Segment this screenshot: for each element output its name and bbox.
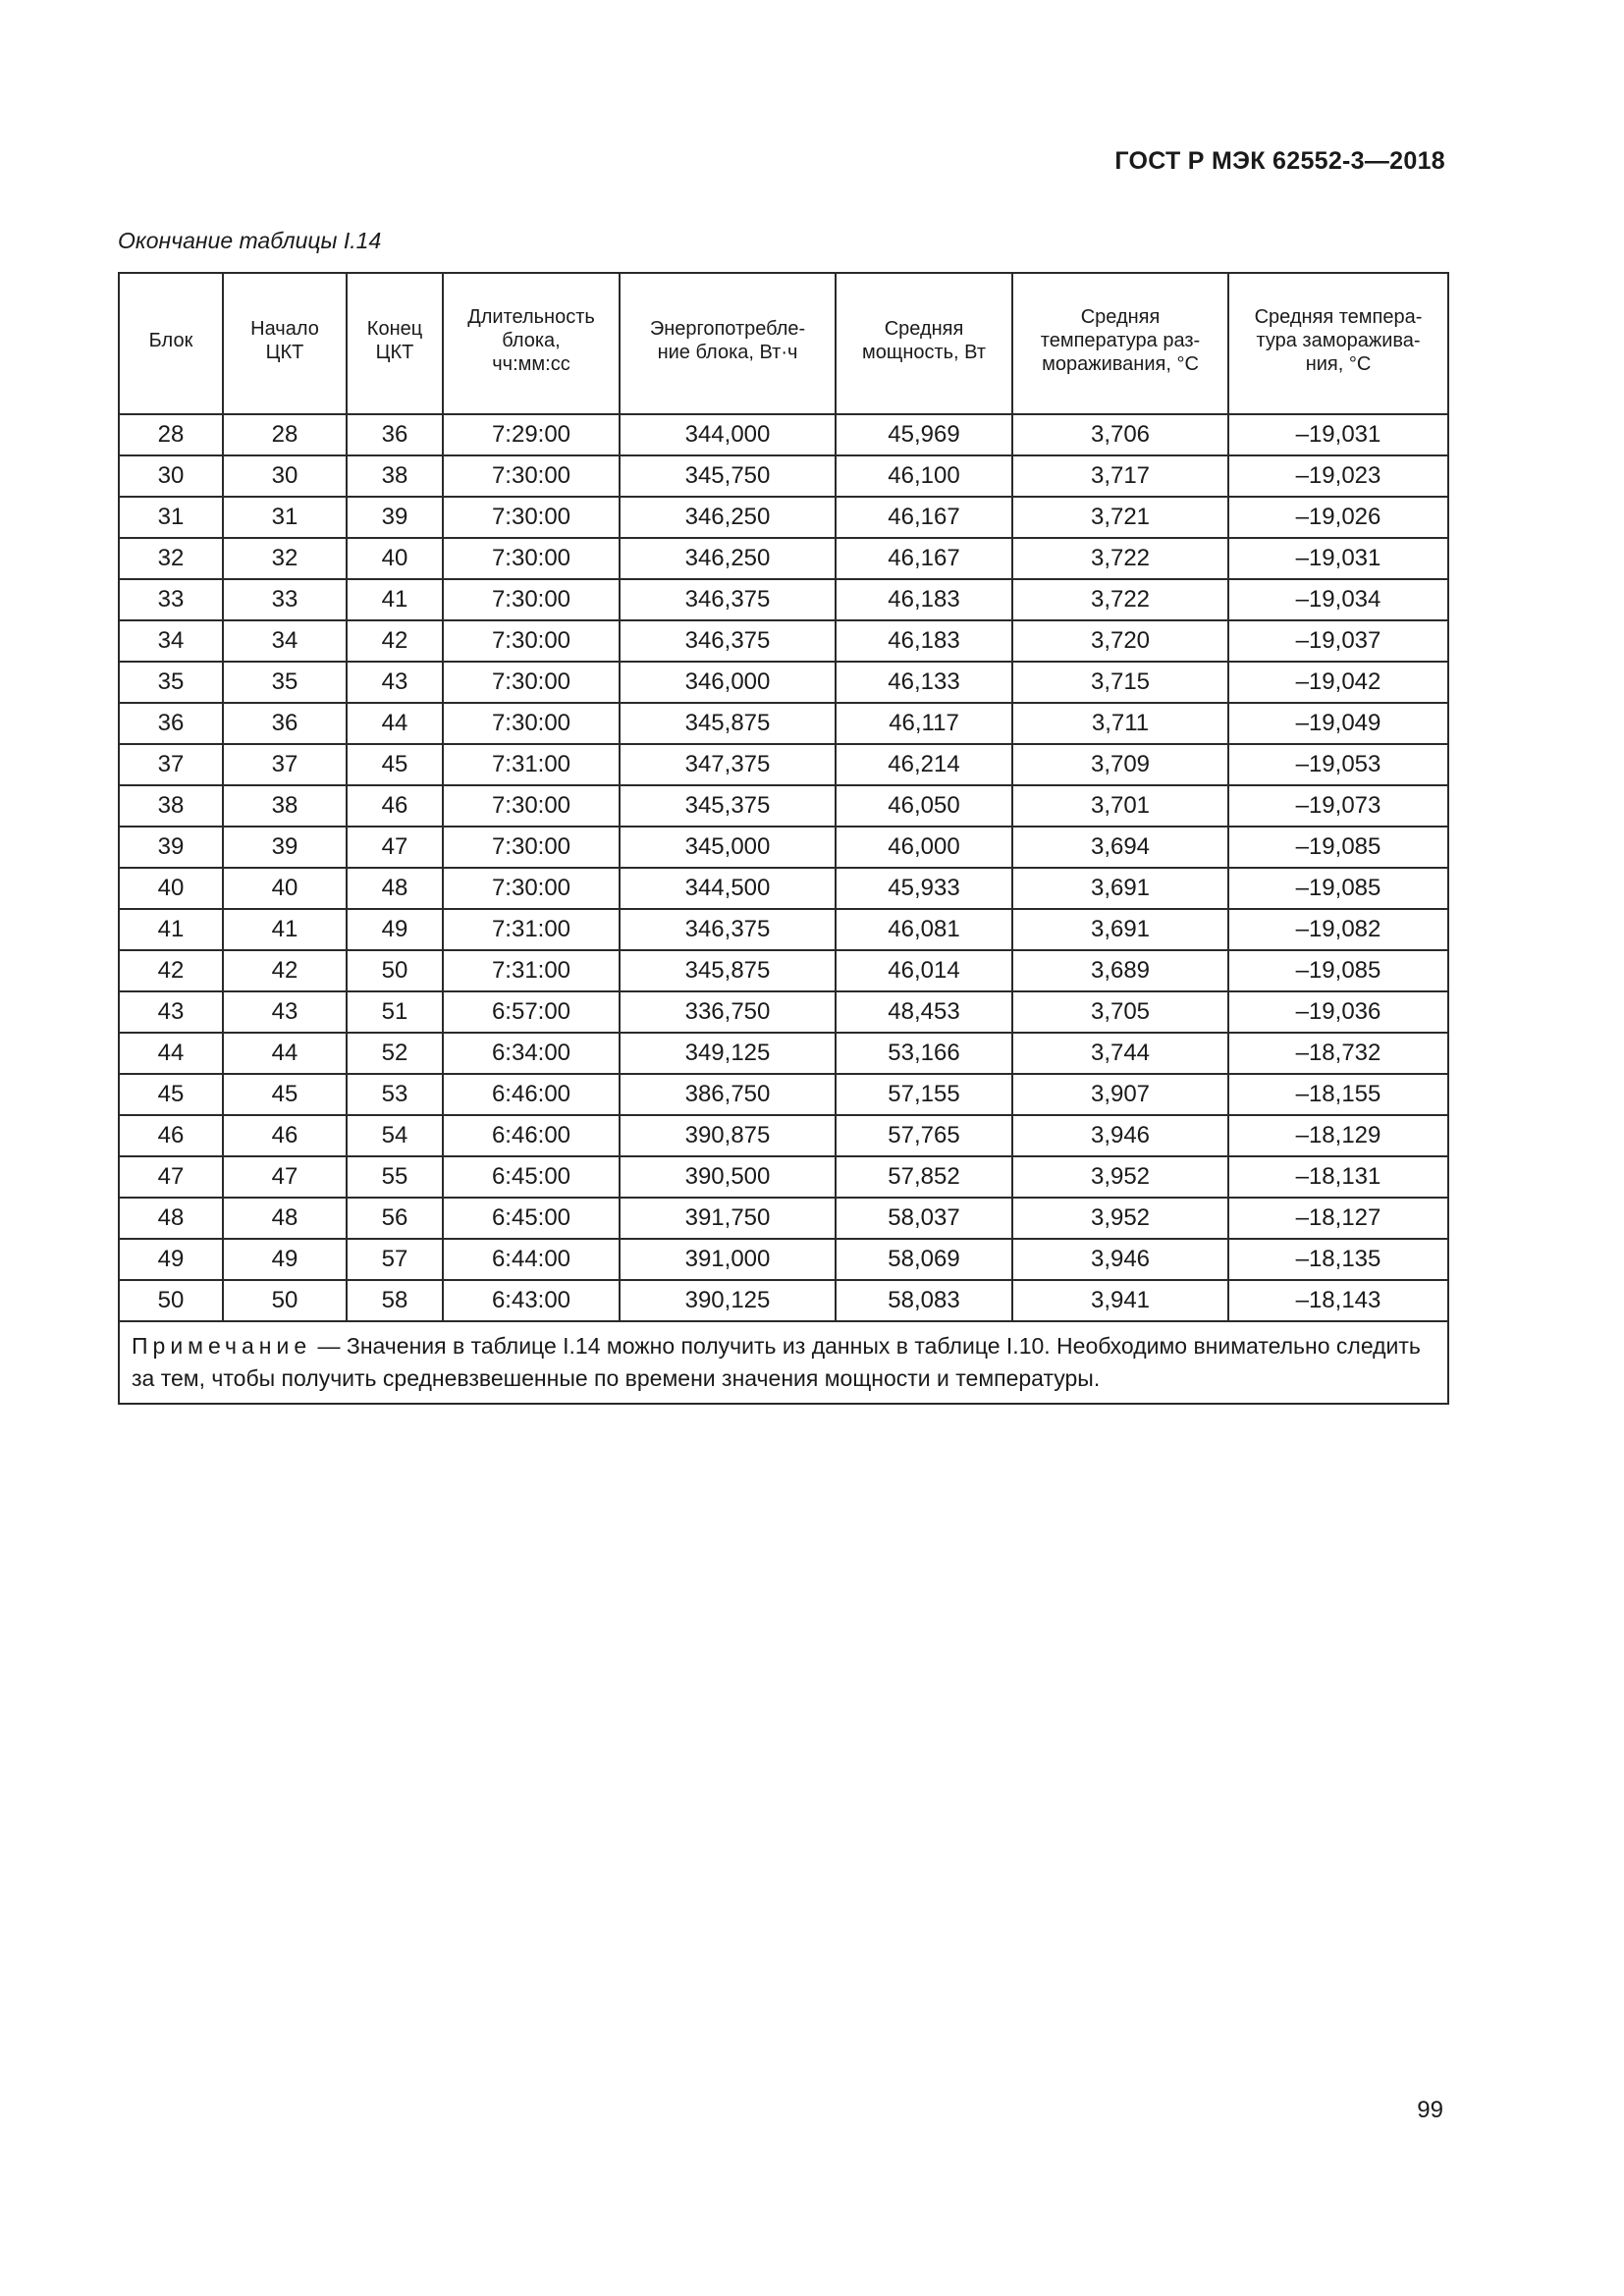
table-cell: 57,765 (836, 1115, 1012, 1156)
table-cell: 28 (119, 414, 223, 455)
table-cell: 3,952 (1012, 1198, 1228, 1239)
table-cell: 3,907 (1012, 1074, 1228, 1115)
gap-cell (620, 407, 836, 414)
table-cell: 346,000 (620, 662, 836, 703)
table-cell: 47 (119, 1156, 223, 1198)
table-cell: 50 (223, 1280, 347, 1321)
table-cell: 33 (223, 579, 347, 620)
table-cell: 43 (347, 662, 443, 703)
table-cell: –19,031 (1228, 414, 1448, 455)
column-header (1228, 273, 1448, 407)
table-cell: 40 (347, 538, 443, 579)
table-cell: 46,183 (836, 579, 1012, 620)
table-cell: 6:46:00 (443, 1074, 620, 1115)
column-header-line: Блок (148, 330, 193, 351)
table-cell: –18,127 (1228, 1198, 1448, 1239)
column-header (620, 273, 836, 407)
table-cell: 386,750 (620, 1074, 836, 1115)
table-cell: 45 (119, 1074, 223, 1115)
table-cell: –19,085 (1228, 827, 1448, 868)
table-cell: 46 (223, 1115, 347, 1156)
table-cell: 57,852 (836, 1156, 1012, 1198)
column-header-line: ние блока, Вт·ч (657, 342, 798, 363)
table-cell: 7:30:00 (443, 538, 620, 579)
table-row (119, 1156, 1448, 1198)
table-cell: 6:43:00 (443, 1280, 620, 1321)
column-header (443, 273, 620, 407)
table-cell: 7:30:00 (443, 620, 620, 662)
table-cell: 38 (223, 785, 347, 827)
table-cell: 390,500 (620, 1156, 836, 1198)
table-cell: 28 (223, 414, 347, 455)
table-cell: 7:30:00 (443, 868, 620, 909)
table-cell: 37 (119, 744, 223, 785)
table-cell: –19,023 (1228, 455, 1448, 497)
table-cell: 54 (347, 1115, 443, 1156)
table-note (119, 1321, 1448, 1404)
table-cell: 36 (347, 414, 443, 455)
table-cell: 6:45:00 (443, 1198, 620, 1239)
table-row (119, 868, 1448, 909)
table-cell: 45,969 (836, 414, 1012, 455)
table-cell: 3,717 (1012, 455, 1228, 497)
table-row (119, 455, 1448, 497)
table-cell: 390,125 (620, 1280, 836, 1321)
column-header (223, 273, 347, 407)
table-header-row (119, 273, 1448, 407)
column-header-line: Длительность (467, 306, 595, 328)
table-cell: 345,375 (620, 785, 836, 827)
table-cell: –19,037 (1228, 620, 1448, 662)
table-cell: 347,375 (620, 744, 836, 785)
table-cell: –18,732 (1228, 1033, 1448, 1074)
table-cell: 35 (223, 662, 347, 703)
table-cell: 46,000 (836, 827, 1012, 868)
table-cell: 36 (223, 703, 347, 744)
table-cell: –18,143 (1228, 1280, 1448, 1321)
table-cell: 346,375 (620, 579, 836, 620)
table-row (119, 1280, 1448, 1321)
table-cell: 7:30:00 (443, 579, 620, 620)
table-cell: 48 (223, 1198, 347, 1239)
table-cell: 3,720 (1012, 620, 1228, 662)
table-row (119, 785, 1448, 827)
table-cell: 40 (119, 868, 223, 909)
table-row (119, 1198, 1448, 1239)
table-cell: 32 (119, 538, 223, 579)
table-cell: 3,721 (1012, 497, 1228, 538)
table-cell: 3,946 (1012, 1115, 1228, 1156)
table-cell: 7:29:00 (443, 414, 620, 455)
column-header (836, 273, 1012, 407)
table-cell: 390,875 (620, 1115, 836, 1156)
table-cell: –19,053 (1228, 744, 1448, 785)
table-cell: 44 (223, 1033, 347, 1074)
table-cell: 7:31:00 (443, 744, 620, 785)
table-cell: 31 (223, 497, 347, 538)
column-header-line: Средняя темпера- (1254, 306, 1423, 328)
table-cell: 346,250 (620, 497, 836, 538)
table-cell: 42 (347, 620, 443, 662)
page-number: 99 (1417, 2097, 1443, 2123)
table-cell: 391,750 (620, 1198, 836, 1239)
table-cell: 3,705 (1012, 991, 1228, 1033)
table-cell: –18,155 (1228, 1074, 1448, 1115)
table-cell: 57 (347, 1239, 443, 1280)
table-row (119, 703, 1448, 744)
column-header (347, 273, 443, 407)
table-cell: 56 (347, 1198, 443, 1239)
table-cell: 46 (347, 785, 443, 827)
table-cell: 3,706 (1012, 414, 1228, 455)
gap-cell (1012, 407, 1228, 414)
table-cell: 6:57:00 (443, 991, 620, 1033)
table-cell: 34 (223, 620, 347, 662)
table-cell: 58,083 (836, 1280, 1012, 1321)
table-cell: –19,026 (1228, 497, 1448, 538)
table-cell: 48 (119, 1198, 223, 1239)
table-cell: 58,069 (836, 1239, 1012, 1280)
table-cell: 44 (119, 1033, 223, 1074)
table-cell: 3,711 (1012, 703, 1228, 744)
table-cell: 57,155 (836, 1074, 1012, 1115)
table-cell: 3,691 (1012, 909, 1228, 950)
table-row (119, 909, 1448, 950)
table-cell: 39 (347, 497, 443, 538)
table-cell: 40 (223, 868, 347, 909)
table-row (119, 497, 1448, 538)
column-header (119, 273, 223, 407)
table-cell: 6:46:00 (443, 1115, 620, 1156)
table-cell: 6:45:00 (443, 1156, 620, 1198)
table-cell: –19,073 (1228, 785, 1448, 827)
table-row (119, 950, 1448, 991)
table-cell: 345,875 (620, 950, 836, 991)
column-header-line: Средняя (1080, 306, 1161, 328)
table-cell: –19,085 (1228, 868, 1448, 909)
table-cell: 3,715 (1012, 662, 1228, 703)
table-cell: 39 (223, 827, 347, 868)
table-cell: 6:44:00 (443, 1239, 620, 1280)
table-row (119, 579, 1448, 620)
table-cell: –19,082 (1228, 909, 1448, 950)
table-cell: 7:30:00 (443, 827, 620, 868)
table-cell: 3,701 (1012, 785, 1228, 827)
table-cell: 46,167 (836, 497, 1012, 538)
table-row (119, 1074, 1448, 1115)
table-cell: 3,722 (1012, 538, 1228, 579)
table-cell: 36 (119, 703, 223, 744)
table-cell: –19,036 (1228, 991, 1448, 1033)
table-row (119, 1239, 1448, 1280)
column-header-line: ния, °C (1305, 353, 1372, 375)
table-cell: 7:30:00 (443, 455, 620, 497)
table-cell: 3,744 (1012, 1033, 1228, 1074)
table-cell: 46,100 (836, 455, 1012, 497)
table-cell: –18,131 (1228, 1156, 1448, 1198)
table-cell: 58 (347, 1280, 443, 1321)
table-cell: 3,952 (1012, 1156, 1228, 1198)
table-note-row (119, 1321, 1448, 1404)
table-cell: 46,117 (836, 703, 1012, 744)
table-cell: 345,000 (620, 827, 836, 868)
table-cell: 43 (119, 991, 223, 1033)
table-cell: 55 (347, 1156, 443, 1198)
table-cell: 48,453 (836, 991, 1012, 1033)
table-row (119, 538, 1448, 579)
table-cell: 46,183 (836, 620, 1012, 662)
column-header-line: ЦКТ (265, 342, 304, 363)
table-cell: 3,722 (1012, 579, 1228, 620)
table-cell: –19,034 (1228, 579, 1448, 620)
table-cell: 49 (119, 1239, 223, 1280)
gap-cell (1228, 407, 1448, 414)
table-cell: 52 (347, 1033, 443, 1074)
gap-cell (119, 407, 223, 414)
table-cell: –18,129 (1228, 1115, 1448, 1156)
table-cell: 344,000 (620, 414, 836, 455)
column-header-line: температура раз- (1040, 330, 1201, 351)
table-cell: –19,031 (1228, 538, 1448, 579)
table-cell: 42 (223, 950, 347, 991)
table-cell: 3,941 (1012, 1280, 1228, 1321)
table-cell: 53 (347, 1074, 443, 1115)
table-cell: 336,750 (620, 991, 836, 1033)
table-row (119, 1033, 1448, 1074)
table-cell: 35 (119, 662, 223, 703)
column-header-line: Средняя (884, 318, 964, 340)
table-cell: 46,081 (836, 909, 1012, 950)
table-cell: 7:30:00 (443, 703, 620, 744)
table-cell: 58,037 (836, 1198, 1012, 1239)
table-cell: 45 (347, 744, 443, 785)
column-header-line: мощность, Вт (861, 342, 987, 363)
table-row (119, 620, 1448, 662)
table-cell: 31 (119, 497, 223, 538)
table-cell: 3,946 (1012, 1239, 1228, 1280)
table-cell: 46,167 (836, 538, 1012, 579)
table-cell: 391,000 (620, 1239, 836, 1280)
table-cell: 47 (347, 827, 443, 868)
table-cell: 3,689 (1012, 950, 1228, 991)
table-cell: 32 (223, 538, 347, 579)
table-cell: 50 (347, 950, 443, 991)
column-header (1012, 273, 1228, 407)
column-header-line: Энергопотребле- (649, 318, 806, 340)
table-cell: 345,750 (620, 455, 836, 497)
table-row (119, 414, 1448, 455)
table-cell: 50 (119, 1280, 223, 1321)
column-header-line: блока, (502, 330, 561, 351)
table-cell: 346,250 (620, 538, 836, 579)
table-cell: 346,375 (620, 620, 836, 662)
gap-cell (223, 407, 347, 414)
table-cell: 46,050 (836, 785, 1012, 827)
table-cell: 7:30:00 (443, 662, 620, 703)
table-cell: 39 (119, 827, 223, 868)
table-cell: 37 (223, 744, 347, 785)
table-cell: 46,014 (836, 950, 1012, 991)
table-cell: 44 (347, 703, 443, 744)
table-cell: 45,933 (836, 868, 1012, 909)
table-cell: 46 (119, 1115, 223, 1156)
table-cell: 349,125 (620, 1033, 836, 1074)
table-cell: 33 (119, 579, 223, 620)
table-cell: 7:30:00 (443, 497, 620, 538)
note-text: — Значения в таблице I.14 можно получить из данных в таблице I.10. Необходимо внимательно следить за тем, чтобы получить средневзвешенные по времени значения мощности и температуры. (132, 1333, 1421, 1391)
table-cell: 345,875 (620, 703, 836, 744)
table-body (119, 407, 1448, 1321)
column-header-line: мораживания, °C (1042, 353, 1199, 375)
table-cell: –19,049 (1228, 703, 1448, 744)
column-header-line: Начало (250, 318, 319, 340)
table-cell: 6:34:00 (443, 1033, 620, 1074)
data-table (118, 272, 1449, 1405)
table-cell: 49 (223, 1239, 347, 1280)
table-cell: 48 (347, 868, 443, 909)
table-cell: 46,133 (836, 662, 1012, 703)
table-cell: 41 (223, 909, 347, 950)
table-cell: –19,085 (1228, 950, 1448, 991)
table-cell: 53,166 (836, 1033, 1012, 1074)
table-cell: 47 (223, 1156, 347, 1198)
column-header-line: Конец (366, 318, 423, 340)
table-cell: 7:31:00 (443, 909, 620, 950)
table-cell: 3,694 (1012, 827, 1228, 868)
table-caption: Окончание таблицы I.14 (118, 228, 382, 253)
table-cell: 7:31:00 (443, 950, 620, 991)
table-row (119, 827, 1448, 868)
table-cell: 3,691 (1012, 868, 1228, 909)
table-cell: –19,042 (1228, 662, 1448, 703)
table-cell: 346,375 (620, 909, 836, 950)
table-cell: 30 (119, 455, 223, 497)
table-cell: –18,135 (1228, 1239, 1448, 1280)
table-cell: 49 (347, 909, 443, 950)
table-row (119, 662, 1448, 703)
header-gap (119, 407, 1448, 414)
table-cell: 7:30:00 (443, 785, 620, 827)
gap-cell (836, 407, 1012, 414)
table-cell: 38 (119, 785, 223, 827)
table-cell: 51 (347, 991, 443, 1033)
table-row (119, 991, 1448, 1033)
table-cell: 43 (223, 991, 347, 1033)
table-row (119, 1115, 1448, 1156)
table-cell: 30 (223, 455, 347, 497)
table-cell: 46,214 (836, 744, 1012, 785)
table-cell: 38 (347, 455, 443, 497)
table-cell: 45 (223, 1074, 347, 1115)
table-cell: 41 (119, 909, 223, 950)
table-cell: 41 (347, 579, 443, 620)
note-label: Примечание (132, 1333, 312, 1359)
column-header-line: тура заморажива- (1256, 330, 1421, 351)
table-cell: 344,500 (620, 868, 836, 909)
gap-cell (443, 407, 620, 414)
column-header-line: чч:мм:сс (492, 353, 570, 375)
table-cell: 34 (119, 620, 223, 662)
table-cell: 42 (119, 950, 223, 991)
table-row (119, 744, 1448, 785)
document-code: ГОСТ Р МЭК 62552-3—2018 (1114, 147, 1445, 175)
table-cell: 3,709 (1012, 744, 1228, 785)
gap-cell (347, 407, 443, 414)
column-header-line: ЦКТ (375, 342, 414, 363)
